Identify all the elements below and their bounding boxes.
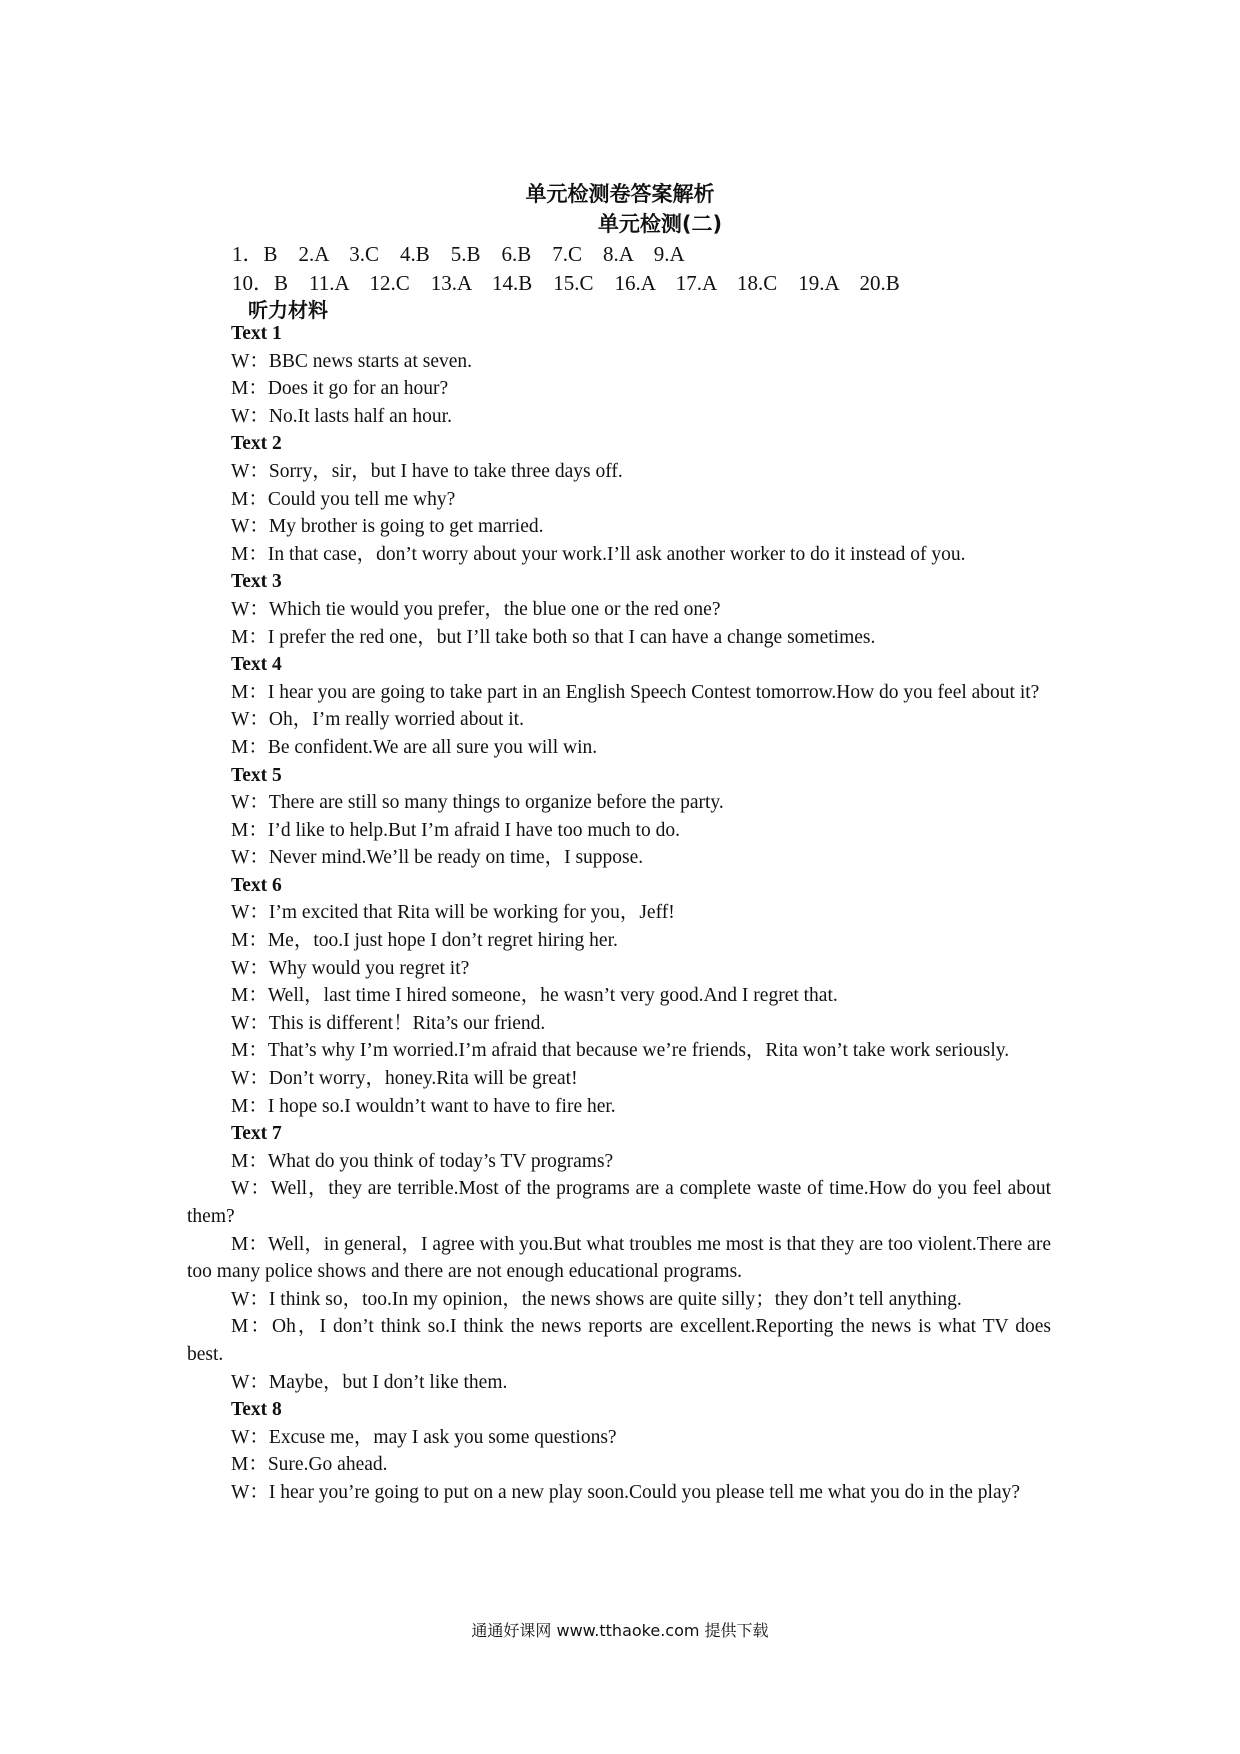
- dialogue-line: W：Maybe，but I don’t like them.: [231, 1371, 508, 1393]
- dialogue-line: W：I hear you’re going to put on a new play soon.Could you please tell me what you do in the play?: [231, 1481, 1021, 1503]
- dialogue-line: W：I’m excited that Rita will be working for you，Jeff!: [231, 902, 675, 924]
- dialogue-line: M：Sure.Go ahead.: [231, 1454, 388, 1476]
- dialogue-line: W：No.It lasts half an hour.: [231, 405, 452, 427]
- dialogue-line: M：I hope so.I wouldn’t want to have to fire her.: [231, 1095, 616, 1117]
- text-heading: Text 1: [231, 323, 282, 344]
- document-subtitle: 单元检测(二): [597, 212, 723, 236]
- dialogue-line: M：Does it go for an hour?: [231, 378, 449, 400]
- dialogue-line: M：Oh，I don’t think so.I think the news reports are excellent.Reporting the news is what TV does best.: [187, 1316, 1051, 1365]
- page-footer: 通通好课网 www.tthaoke.com 提供下载: [471, 1621, 769, 1640]
- text-heading: Text 3: [231, 571, 282, 593]
- dialogue-line: M：In that case，don’t worry about your work.I’ll ask another worker to do it instead of you.: [231, 543, 966, 565]
- dialogue-line: W：Don’t worry，honey.Rita will be great!: [231, 1068, 578, 1090]
- dialogue-line: W：Oh，I’m really worried about it.: [231, 709, 524, 731]
- section-heading: 听力材料: [248, 298, 328, 322]
- dialogue-line: M：Me，too.I just hope I don’t regret hiring her.: [231, 930, 618, 952]
- dialogue-line: W：Why would you regret it?: [231, 957, 470, 979]
- text-heading: Text 7: [231, 1123, 282, 1145]
- dialogue-line: M：Could you tell me why?: [231, 488, 456, 510]
- text-heading: Text 5: [231, 764, 282, 786]
- dialogue-line: W：Never mind.We’ll be ready on time，I suppose.: [231, 847, 644, 869]
- text-heading: Text 8: [231, 1399, 282, 1421]
- dialogue-line: W：My brother is going to get married.: [231, 516, 544, 538]
- dialogue-line: M：What do you think of today’s TV programs?: [231, 1150, 614, 1172]
- answer-key-row-1: 1．B 2.A 3.C 4.B 5.B 6.B 7.C 8.A 9.A: [232, 242, 685, 266]
- dialogue-line: W：I think so，too.In my opinion，the news shows are quite silly；they don’t tell anything.: [231, 1288, 962, 1310]
- listening-transcript: [187, 320, 1051, 1507]
- text-heading: Text 2: [231, 433, 282, 455]
- dialogue-line: W：Well，they are terrible.Most of the programs are a complete waste of time.How do you feel about them?: [187, 1178, 1051, 1227]
- document-title: 单元检测卷答案解析: [525, 182, 715, 206]
- dialogue-line: M：That’s why I’m worried.I’m afraid that because we’re friends，Rita won’t take work seriously.: [231, 1040, 1010, 1062]
- text-heading: Text 4: [231, 654, 282, 676]
- dialogue-line: M：Well，last time I hired someone，he wasn’t very good.And I regret that.: [231, 985, 838, 1007]
- dialogue-line: M：I hear you are going to take part in an English Speech Contest tomorrow.How do you feel about it?: [231, 681, 1040, 703]
- dialogue-line: W：Excuse me，may I ask you some questions?: [231, 1426, 617, 1448]
- dialogue-line: W：BBC news starts at seven.: [231, 350, 473, 372]
- dialogue-line: M：Well，in general，I agree with you.But what troubles me most is that they are too violent.There are too many police shows and there are not enough educational programs.: [187, 1233, 1051, 1283]
- answer-key-row-2: 10．B 11.A 12.C 13.A 14.B 15.C 16.A 17.A 18.C 19.A 20.B: [232, 271, 900, 295]
- dialogue-line: W：Sorry，sir，but I have to take three days off.: [231, 460, 623, 482]
- text-heading: Text 6: [231, 874, 282, 896]
- dialogue-line: W：This is different！Rita’s our friend.: [231, 1012, 546, 1034]
- dialogue-line: M：I prefer the red one，but I’ll take both so that I can have a change sometimes.: [231, 626, 876, 648]
- dialogue-line: M：Be confident.We are all sure you will win.: [231, 736, 598, 758]
- dialogue-line: W：Which tie would you prefer，the blue one or the red one?: [231, 598, 721, 620]
- dialogue-line: M：I’d like to help.But I’m afraid I have too much to do.: [231, 819, 680, 841]
- dialogue-line: W：There are still so many things to organize before the party.: [231, 792, 724, 814]
